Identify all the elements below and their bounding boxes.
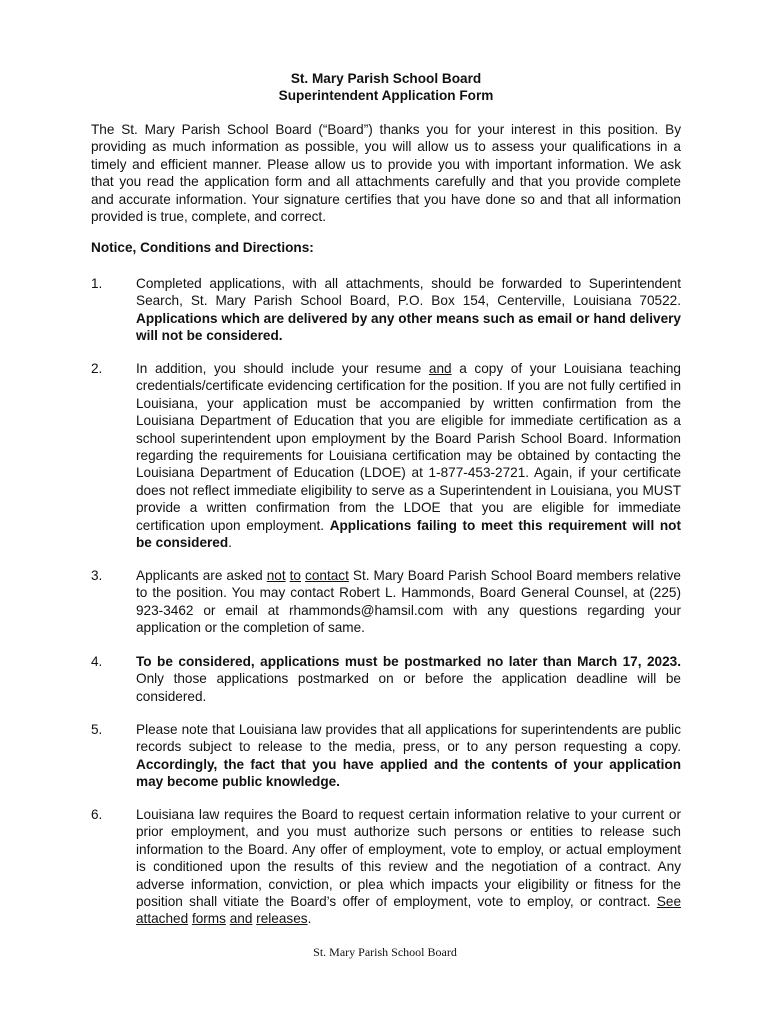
list-item bbox=[91, 567, 681, 637]
title-block bbox=[91, 70, 681, 104]
item-number: 5. bbox=[91, 722, 103, 737]
intro-paragraph: The St. Mary Parish School Board (“Board”) thanks you for your interest in this position. By providing as much information as possible, you will allow us to assess your qualifications in a timely and efficient manner. Please allow us to provide you with important information. We ask that you read the application form and all attachments carefully and that you provide complete and accurate information. Your signature certifies that you have done so and that all information provided is true, complete, and correct. bbox=[91, 122, 681, 225]
item-number: 3. bbox=[91, 568, 103, 583]
item-text: Louisiana law requires the Board to request certain information relative to your current or prior employment, and you must authorize such persons or entities to release such information to the Board. Any offer of employment, vote to employ, or actual employment is conditioned upon the results of this review and the negotiation of a contract. Any adverse information, conviction, or plea which impacts your eligibility or fitness for the position shall vitiate the Board’s offer of employment, vote to employ, or contract. See attached forms and releases. bbox=[136, 807, 681, 927]
page-footer: St. Mary Parish School Board bbox=[313, 945, 457, 959]
item-text: Completed applications, with all attachments, should be forwarded to Superintendent Search, St. Mary Parish School Board, P.O. Box 154, Centerville, Louisiana 70522. Applications which are delivered by any other means such as email or hand delivery will not be considered. bbox=[136, 276, 681, 344]
notice-heading: Notice, Conditions and Directions: bbox=[91, 240, 314, 255]
list-item bbox=[91, 360, 681, 551]
list-item bbox=[91, 275, 681, 345]
list-item bbox=[91, 806, 681, 928]
item-number: 6. bbox=[91, 807, 103, 822]
list-item bbox=[91, 653, 681, 705]
item-number: 4. bbox=[91, 654, 103, 669]
list-item bbox=[91, 721, 681, 791]
document-title-line1: St. Mary Parish School Board bbox=[290, 71, 482, 86]
item-text: In addition, you should include your resume and a copy of your Louisiana teaching credentials/certificate evidencing certification for the position. If you are not fully certified in Louisiana, your application must be accompanied by written confirmation from the Louisiana Department of Education that you are eligible for immediate certification as a school superintendent upon employment by the Board Parish School Board. Information regarding the requirements for Louisiana certification may be obtained by contacting the Louisiana Department of Education (LDOE) at 1-877-453-2721. Again, if your certificate does not reflect immediate eligibility to serve as a Superintendent in Louisiana, you MUST provide a written confirmation from the LDOE that you are eligible for immediate certification upon employment. Applications failing to meet this requirement will not be considered. bbox=[136, 361, 681, 551]
item-number: 2. bbox=[91, 361, 103, 376]
item-text: Please note that Louisiana law provides that all applications for superintendents are public records subject to release to the media, press, or to any person requesting a copy. Accordingly, the fact that you have applied and the contents of your application may become public knowledge. bbox=[136, 722, 681, 790]
item-number: 1. bbox=[91, 276, 103, 291]
document-title-line2: Superintendent Application Form bbox=[278, 88, 494, 103]
item-text: To be considered, applications must be postmarked no later than March 17, 2023. Only those applications postmarked on or before the application deadline will be considered. bbox=[136, 654, 681, 704]
item-text: Applicants are asked not to contact St. Mary Board Parish School Board members relative to the position. You may contact Robert L. Hammonds, Board General Counsel, at (225) 923-3462 or email at rhammonds@hamsil.com with any questions regarding your application or the completion of same. bbox=[136, 568, 681, 636]
